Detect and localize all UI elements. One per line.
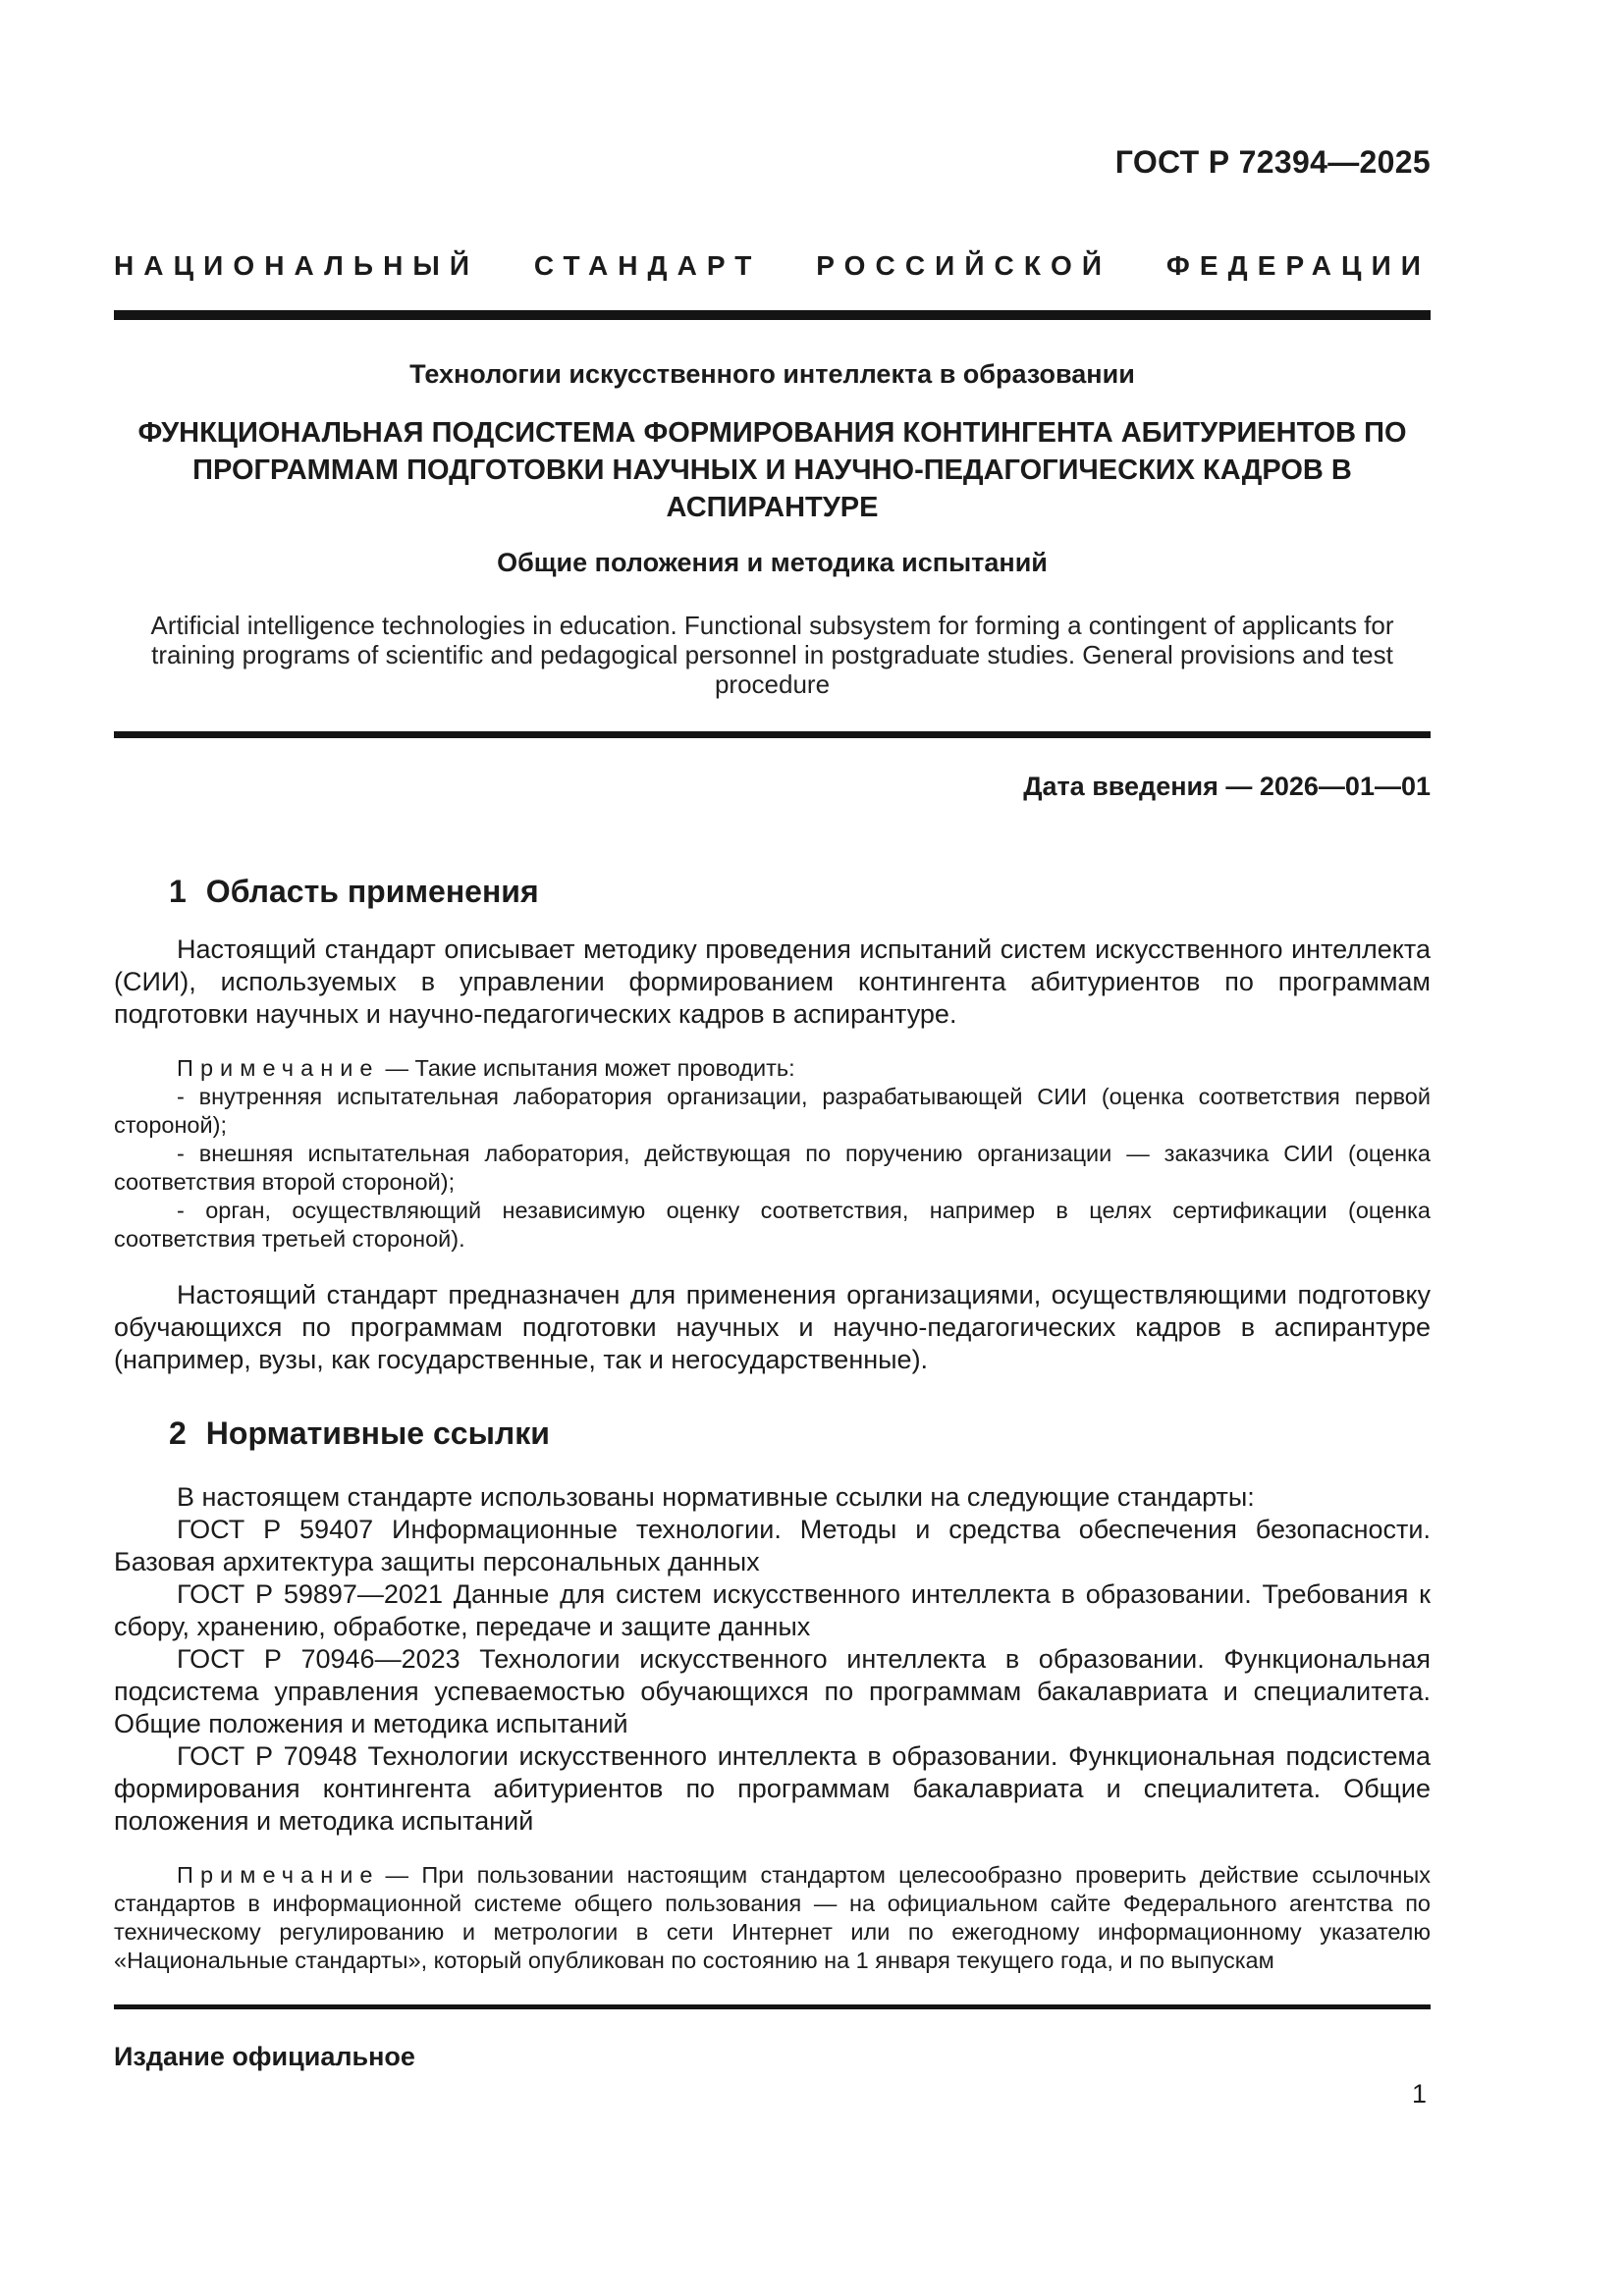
document-number: ГОСТ Р 72394—2025 — [1114, 144, 1431, 180]
note-intro-text: — Такие испытания может проводить: — [385, 1055, 795, 1081]
standard-subject: Технологии искусственного интеллекта в образовании — [409, 359, 1135, 389]
note-item: - внутренняя испытательная лаборатория организации, разрабатывающей СИИ (оценка соответствия первой стороной); — [114, 1084, 1431, 1138]
note-text: — При пользовании настоящим стандартом целесообразно проверить действие ссылочных стандартов в информационной системе общего пользования — на официальном сайте Федерального агентства по техническому регулированию и метрологии в сети Интернет или по ежегодному информационному указателю «Национальные стандарты», который опубликован по состоянию на 1 января текущего года, и по выпускам — [114, 1862, 1431, 1973]
title-separator-rule — [114, 731, 1431, 738]
section-1-paragraph: Настоящий стандарт описывает методику проведения испытаний систем искусственного интеллекта (СИИ), используемых в управлении формированием контингента абитуриентов по программам подготовки научных и научно-педагогических кадров в аспирантуре. — [114, 934, 1431, 1029]
section-2-title: Нормативные ссылки — [205, 1415, 550, 1451]
note-item: - орган, осуществляющий независимую оценку соответствия, например в целях сертификации (оценка соответствия третьей стороной). — [114, 1198, 1431, 1252]
section-2-note — [114, 1861, 1431, 1975]
effective-date: Дата введения — 2026—01—01 — [1023, 772, 1431, 801]
note-label: Примечание — [177, 1055, 380, 1081]
reference-item: ГОСТ Р 70948 Технологии искусственного интеллекта в образовании. Функциональная подсистема формирования контингента абитуриентов по программам бакалавриата и специалитета. Общие положения и методика испытаний — [114, 1741, 1431, 1836]
section-2-number: 2 — [169, 1415, 187, 1451]
page-number: 1 — [1411, 2079, 1427, 2109]
section-1-heading — [114, 876, 1431, 908]
standard-title: ФУНКЦИОНАЛЬНАЯ ПОДСИСТЕМА ФОРМИРОВАНИЯ КОНТИНГЕНТА АБИТУРИЕНТОВ ПО ПРОГРАММАМ ПОДГОТОВКИ НАУЧНЫХ И НАУЧНО-ПЕДАГОГИЧЕСКИХ КАДРОВ В АСПИРАНТУРЕ — [137, 417, 1407, 523]
section-2-heading — [114, 1417, 1431, 1450]
section-1-note — [114, 1054, 1431, 1254]
section-1-paragraph: Настоящий стандарт предназначен для применения организациями, осуществляющими подготовку обучающихся по программам подготовки научных и научно-педагогических кадров в аспирантуре (например, вузы, как государственные, так и негосударственные). — [114, 1280, 1431, 1374]
reference-item: ГОСТ Р 59407 Информационные технологии. Методы и средства обеспечения безопасности. Базовая архитектура защиты персональных данных — [114, 1515, 1431, 1576]
edition-note: Издание официальное — [114, 2042, 415, 2071]
section-2-intro: В настоящем стандарте использованы нормативные ссылки на следующие стандарты: — [177, 1482, 1255, 1512]
section-1-number: 1 — [169, 874, 187, 909]
note-label: Примечание — [177, 1862, 380, 1888]
reference-item: ГОСТ Р 70946—2023 Технологии искусственного интеллекта в образовании. Функциональная подсистема управления успеваемостью обучающихся по программам бакалавриата и специалитета. Общие положения и методика испытаний — [114, 1644, 1431, 1738]
national-standard-banner: НАЦИОНАЛЬНЫЙ СТАНДАРТ РОССИЙСКОЙ ФЕДЕРАЦИИ — [114, 250, 1431, 281]
reference-item: ГОСТ Р 59897—2021 Данные для систем искусственного интеллекта в образовании. Требования к сбору, хранению, обработке, передаче и защите данных — [114, 1579, 1431, 1641]
standard-subtitle: Общие положения и методика испытаний — [497, 548, 1048, 577]
note-item: - внешняя испытательная лаборатория, действующая по поручению организации — заказчика СИИ (оценка соответствия второй стороной); — [114, 1141, 1431, 1195]
page-content — [114, 0, 1431, 2109]
standard-title-english: Artificial intelligence technologies in education. Functional subsystem for forming a contingent of applicants for training programs of scientific and pedagogical personnel in postgraduate studies. General provisions and test procedure — [150, 611, 1394, 699]
note-line — [114, 1861, 1431, 1975]
note-intro-line — [114, 1054, 1431, 1083]
section-1-title: Область применения — [205, 874, 539, 909]
footer-rule — [114, 2004, 1431, 2009]
header-rule — [114, 310, 1431, 320]
